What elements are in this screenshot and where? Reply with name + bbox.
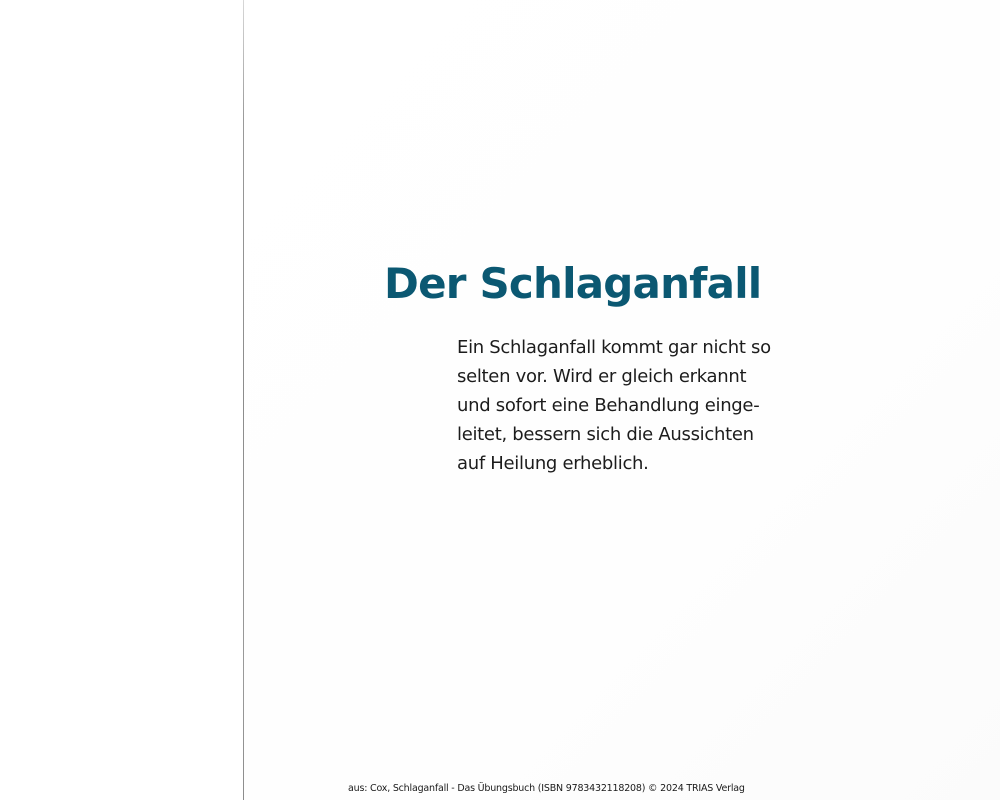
left-margin	[0, 0, 243, 800]
intro-line: auf Heilung erheblich.	[457, 453, 649, 474]
intro-line: leitet, bessern sich die Aussichten	[457, 424, 754, 445]
source-citation: aus: Cox, Schlaganfall - Das Übungsbuch (ISBN 9783432118208) © 2024 TRIAS Verlag	[348, 783, 745, 794]
intro-line: und sofort eine Behandlung einge-	[457, 395, 760, 416]
chapter-intro	[457, 333, 787, 478]
intro-line: selten vor. Wird er gleich erkannt	[457, 366, 747, 387]
chapter-title: Der Schlaganfall	[384, 259, 762, 308]
intro-line: Ein Schlaganfall kommt gar nicht so	[457, 337, 771, 358]
